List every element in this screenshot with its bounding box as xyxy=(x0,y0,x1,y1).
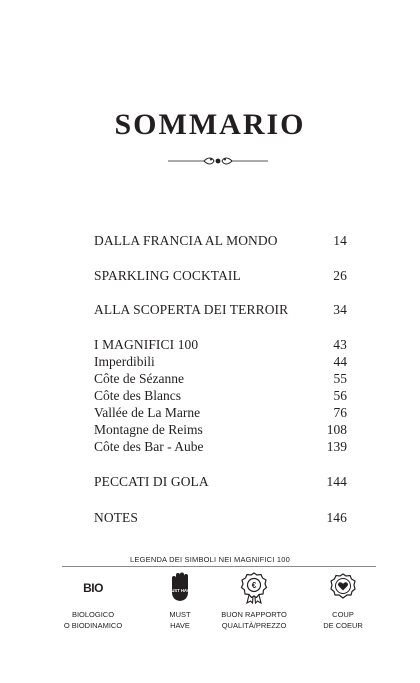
toc-entry-label: DALLA FRANCIA AL MONDO xyxy=(94,233,278,248)
toc-entry-page: 146 xyxy=(326,510,347,525)
toc-entry-label: Vallée de La Marne xyxy=(94,405,201,420)
ornament-divider-icon xyxy=(168,153,268,169)
toc-entry xyxy=(94,422,347,438)
heart-badge-icon xyxy=(330,573,356,603)
toc-entry-label: NOTES xyxy=(94,510,138,525)
must-have-hand-icon xyxy=(168,572,192,604)
toc-entry-label: Montagne de Reims xyxy=(94,422,203,437)
toc-entry xyxy=(94,474,347,490)
toc-entry xyxy=(94,354,347,370)
toc-entry xyxy=(94,233,347,249)
svg-text:MUST HAVE: MUST HAVE xyxy=(168,588,192,593)
toc-entry xyxy=(94,371,347,387)
value-medal-icon xyxy=(240,572,268,604)
legend-label-line2: HAVE xyxy=(170,621,190,630)
toc-entry-page: 144 xyxy=(326,474,347,489)
toc-entry-page: 76 xyxy=(333,405,347,420)
toc-entry-label: I MAGNIFICI 100 xyxy=(94,337,199,352)
svg-text:€: € xyxy=(251,581,257,590)
toc-entry-page: 14 xyxy=(333,233,347,248)
legend-label-line1: MUST xyxy=(169,610,191,619)
toc-entry-page: 56 xyxy=(333,388,347,403)
toc-entry xyxy=(94,388,347,404)
legend-label-line2: O BIODINAMICO xyxy=(63,621,123,630)
toc-entry-page: 26 xyxy=(333,268,347,283)
toc-entry-page: 55 xyxy=(333,371,347,386)
legend-item-value xyxy=(214,572,294,631)
toc-entry-label: PECCATI DI GOLA xyxy=(94,474,209,489)
toc-entry-label: SPARKLING COCKTAIL xyxy=(94,268,241,283)
toc-entry-page: 139 xyxy=(326,439,347,454)
legend-label-line2: QUALITÀ/PREZZO xyxy=(221,621,287,630)
toc-entry xyxy=(94,268,347,284)
legend-item-coup-de-coeur xyxy=(303,572,383,631)
toc-entry-label: Imperdibili xyxy=(94,354,155,369)
toc-entry xyxy=(94,337,347,353)
toc-entry-label: Côte des Bar - Aube xyxy=(94,439,204,454)
toc-entry-page: 108 xyxy=(326,422,347,437)
toc-entry xyxy=(94,405,347,421)
legend-rule xyxy=(62,566,376,567)
legend-label-line2: DE COEUR xyxy=(323,621,363,630)
toc-entry xyxy=(94,439,347,455)
toc-entry-page: 34 xyxy=(333,302,347,317)
legend-item-must-have xyxy=(140,572,220,631)
legend-title: LEGENDA DEI SIMBOLI NEI MAGNIFICI 100 xyxy=(130,555,290,564)
toc-entry-page: 43 xyxy=(333,337,347,352)
toc-entry-label: Côte de Sézanne xyxy=(94,371,184,386)
toc-entry-label: Côte des Blancs xyxy=(94,388,181,403)
legend-label-line1: COUP xyxy=(332,610,354,619)
page-title: SOMMARIO xyxy=(114,108,306,141)
toc-entry-label: ALLA SCOPERTA DEI TERROIR xyxy=(94,302,289,317)
bio-icon: BIO xyxy=(83,581,103,595)
legend-item-bio xyxy=(53,572,133,631)
legend-label-line1: BIOLOGICO xyxy=(71,610,115,619)
legend-label-line1: BUON RAPPORTO xyxy=(221,610,287,619)
toc-entry xyxy=(94,302,347,318)
toc-entry xyxy=(94,510,347,526)
toc-entry-page: 44 xyxy=(333,354,347,369)
